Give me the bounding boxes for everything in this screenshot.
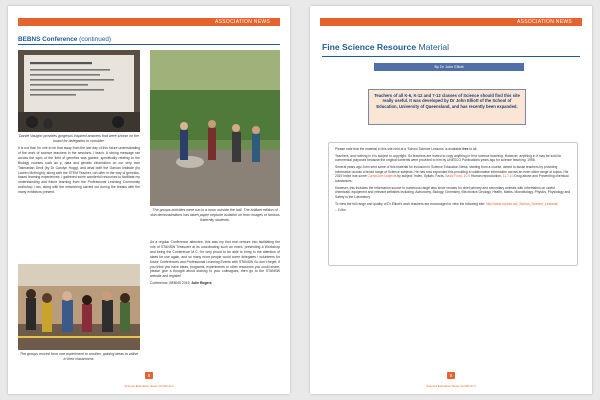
p1-text-start: Please note that the material in this site held at a 'School Science Lessons' is available — [335, 147, 463, 151]
p3-text-end: Drug abuse and Preventing chemical substances. — [335, 174, 569, 183]
p1-text-end: to all. — [468, 147, 478, 151]
intro-callout: Teachers of all K-6, K-12 and 7-12 classes of Science should find this site really useful. It was developed by Dr John Elliott of the School of Education, University of Queensland, and has recently been expanded. — [368, 89, 526, 125]
p3-link-section[interactable]: 11.7.10 — [502, 174, 514, 179]
right-title-rule — [322, 56, 580, 57]
left-page-footer — [8, 364, 290, 388]
article-textbox — [328, 142, 578, 266]
photo-outdoor-group — [150, 50, 280, 206]
p3-text-start: Several years ago John sent some of this material for inclusion in Science Education News, starting from a course, aimed to assist teachers by providing information across a broad range of Science subjects. He has now expanded this providing a collaborative information across an even wider range of topics. His 2019 Index has some — [335, 165, 569, 179]
right-page-number: 9 — [447, 372, 456, 379]
left-body-signoff — [150, 281, 280, 286]
p5-text-start: To view the full range and quality of Dr Elliott's work teachers are encouraged to view the following site: — [335, 201, 486, 206]
caption-presentation: Daniel Vaughn provides gorgeous inspired answers that were shown on the board for delegation to consider. — [18, 134, 140, 143]
left-footer-text: Science Education News Vol 68 No 2 — [124, 384, 174, 388]
left-body-column-1: It is not that I'm one to be that away from the last day of this future understanding of the work of science teachers in the sessions. I teach. A strong message ran across the topic of the field of genetics was gained, specifically relating to the Biology courses such as p, data and genetic information on our very own Tasmanian Devil (by Dr Carolyn Hogg), and what both the Garvan Institute (by Lauren McKnight), along with the STEM Teacher, run offer in the way of genetics-based learning experiences. I gathered some wonderful resources to facilitate my understanding and future learning from the Professional Learning Community workshop I ran, along with the networking carried out during the breaks with the many exhibitors present. — [18, 146, 140, 195]
left-title-main: BEBNS Conference — [18, 36, 78, 43]
left-page-title — [18, 36, 111, 43]
article-editor-signoff: – Editor — [335, 208, 347, 213]
left-page — [8, 6, 290, 394]
signoff-name: Julie Rogers — [191, 281, 212, 286]
left-body-paragraph: As a regular Conference attendee, this was my first real venture into facilitating the role of STANSW Treasurer at its coordinating such an event, presenting a Workshop and being the Conference M.C. I'm very proud to be able to bring to the attention of ideas for use again, and so many more people could come delegates / volunteers for future Conferences and Professional Learning Events with STANSW So don't forget, if you think you have ideas, programs, experiments or other resources you could share, please give a thought about sharing to your colleagues, then go to the STANSW website and register! — [150, 240, 280, 279]
article-paragraph-5 — [335, 202, 571, 207]
right-page-footer — [310, 364, 592, 388]
p3-link-curriculum[interactable]: Curriculum subjects — [367, 174, 397, 179]
resource-site-link[interactable]: http://www.uq.edu.au/_School_Science_Lessons/ — [485, 201, 559, 206]
article-paragraph-3 — [335, 165, 571, 183]
left-header-band — [18, 18, 280, 26]
article-paragraph-1 — [335, 147, 571, 152]
right-header-band — [320, 18, 582, 26]
signoff-label: Conference, BEBNS 2019, — [150, 281, 191, 286]
p1-text-bold: free — [462, 147, 469, 151]
article-paragraph-4: However, this includes the information source to numerous range also since recasts for chief primary and secondary animals with Information on useful chemicals, equipment and relevant websites including: Astronomy, Biology, Chemistry, Electronics Geology, Health, Maths, Microbiology, Physics, Physiology and Safety in the Laboratory. — [335, 185, 571, 199]
p3-text-mid: by subject: Index, Syllabi, Facts, — [396, 174, 446, 179]
right-header-label: ASSOCIATION NEWS — [517, 19, 572, 25]
p3-text-mid2: Human reproduction, — [470, 174, 503, 179]
right-footer-text: Science Education News Vol 68 No 2 — [426, 384, 476, 388]
photo-hallway-group — [18, 264, 140, 350]
right-title-main: Fine Science Resource — [322, 42, 417, 52]
right-page — [310, 6, 592, 394]
photo-presentation — [18, 50, 140, 132]
left-title-rule — [18, 44, 280, 45]
left-title-continued: (continued) — [77, 36, 112, 43]
left-header-label: ASSOCIATION NEWS — [215, 19, 270, 25]
caption-hallway-group: The groups moved from one experiment to another, gaining ideas to utilise in their classrooms. — [19, 352, 139, 361]
right-title-thin: Material — [416, 42, 450, 52]
p3-link-food[interactable]: Basic Food, 10.0 — [445, 174, 471, 179]
caption-outdoor-group: The groups activities were run in a room outside the hall. The brilliant edition of skin demonstrations has taken paper neptune isolation on from images of famous fraternity students. — [150, 208, 280, 222]
left-page-number: 8 — [145, 372, 154, 379]
left-body-column-2 — [150, 240, 280, 286]
author-byline: By Dr John Elliott — [374, 63, 524, 71]
article-paragraph-2: Teachers, and nothing in it is subject to copyright. So teachers are invited to copy anything in it for science teaching. However, anything in it may be sold for commercial purposes because the original contents were provided to him by UNESCO Publications years ago for science teaching, 1998. — [335, 153, 562, 163]
right-page-title — [322, 42, 449, 52]
